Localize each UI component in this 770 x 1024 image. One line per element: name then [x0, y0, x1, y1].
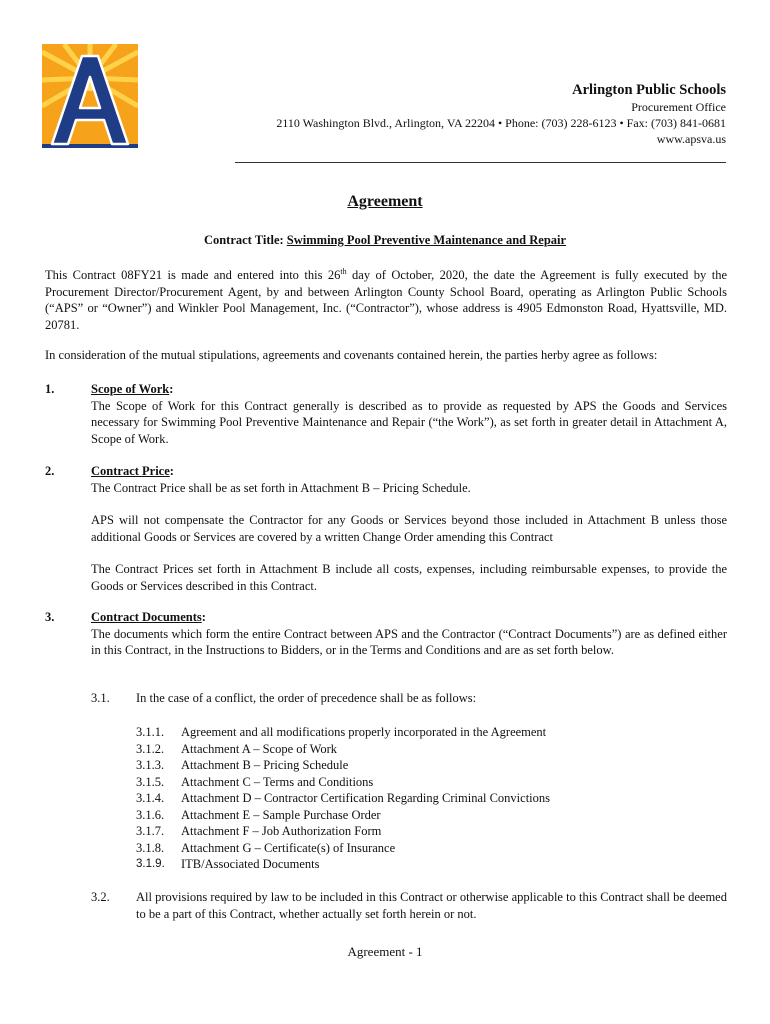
subsection-3-2 — [91, 889, 727, 922]
list-item-text: Attachment B – Pricing Schedule — [181, 758, 349, 772]
intro-superscript: th — [340, 267, 347, 276]
contract-title-label: Contract Title: — [203, 233, 287, 247]
consideration-paragraph: In consideration of the mutual stipulations, agreements and covenants contained herein, the parties herby agree as follows: — [45, 348, 658, 362]
subsection-text: In the case of a conflict, the order of precedence shall be as follows: — [136, 691, 477, 705]
intro-paragraph — [45, 264, 727, 333]
document-title: Agreement — [347, 193, 423, 210]
section-number: 3. — [45, 610, 55, 624]
list-item-text: ITB/Associated Documents — [181, 857, 320, 871]
section-contract-price: 2. Contract Price: The Contract Price shall be as set forth in Attachment B – Pricing Schedule. APS will not compensate the Contractor for any Goods or Services beyond those included in Attachment B unless those additional Goods or Services are covered by a written Change Order amending this Contract The Contract Prices set forth in Attachment B include all costs, expenses, including reimbursable expenses, to provide the Goods or Services described in this Contract. — [45, 464, 727, 593]
list-item-text: Attachment G – Certificate(s) of Insurance — [181, 840, 396, 855]
website-link[interactable]: www.apsva.us — [656, 132, 726, 146]
section-paragraph: The documents which form the entire Contract between APS and the Contractor (“Contract Documents”) are as defined either in this Contract, in the Instructions to Bidders, or in the Terms and Conditions and are as set forth below. — [91, 626, 727, 657]
letterhead-divider — [235, 162, 726, 163]
list-item-number: 3.1.9. — [136, 858, 165, 870]
list-item-number: 3.1.2. — [136, 741, 165, 756]
intro-text-a: This Contract 08FY21 is made and entered into this 26 — [45, 268, 341, 283]
list-item-number: 3.1.1. — [136, 725, 165, 739]
department-name: Procurement Office — [631, 100, 726, 114]
address-line: 2110 Washington Blvd., Arlington, VA 22204 • Phone: (703) 228-6123 • Fax: (703) 841-0681 — [276, 116, 726, 130]
list-item-number: 3.1.7. — [136, 824, 165, 838]
section-scope-of-work: 1. Scope of Work: The Scope of Work for this Contract generally is described as to provide as requested by APS the Goods and Services necessary for Swimming Pool Preventive Maintenance and Repair (“the Work”), as set forth in greater detail in Attachment A, Scope of Work. — [45, 382, 727, 446]
section-paragraph: APS will not compensate the Contractor for any Goods or Services beyond those included in Attachment B unless those additional Goods or Services are covered by a written Change Order amending this Contract — [91, 513, 727, 544]
section-paragraph: The Contract Prices set forth in Attachment B include all costs, expenses, including reimbursable expenses, to provide the Goods or Services described in this Contract. — [91, 562, 727, 593]
list-item-number: 3.1.5. — [136, 774, 165, 789]
list-item-number: 3.1.4. — [136, 791, 165, 805]
aps-logo — [42, 44, 138, 148]
organization-name: Arlington Public Schools — [572, 82, 726, 98]
section-number: 2. — [45, 464, 55, 478]
section-heading: Contract Documents — [91, 610, 202, 624]
section-heading: Scope of Work — [91, 382, 170, 396]
subsection-number: 3.2. — [91, 890, 110, 904]
list-item-text: Attachment C – Terms and Conditions — [181, 774, 374, 789]
list-item-text: Attachment E – Sample Purchase Order — [181, 807, 381, 822]
list-item-number: 3.1.6. — [136, 807, 165, 822]
page-footer: Agreement - 1 — [347, 944, 423, 959]
section-contract-documents: 3. Contract Documents: The documents which form the entire Contract between APS and the Contractor (“Contract Documents”) are as defined either in this Contract, in the Instructions to Bidders, or in the Terms and Conditions and are as set forth below. — [45, 610, 727, 657]
section-paragraph: The Scope of Work for this Contract generally is described as to provide as requested by APS the Goods and Services necessary for Swimming Pool Preventive Maintenance and Repair (“the Work”), as set forth in greater detail in Attachment A, Scope of Work. — [91, 398, 727, 446]
intro-text-b: day of October, 2020, the date the Agreement is fully executed by the Procurement Director/Procurement Agent, by and between Arlington County School Board, operating as Arlington Public Schools (“APS” or “Owner”) and Winkler Pool Management, Inc. (“Contractor”), whose address is 4905 Edmonston Road, Hyattsville, MD. 20781. — [45, 268, 727, 332]
list-item-number: 3.1.8. — [136, 840, 165, 855]
section-heading: Contract Price — [91, 464, 170, 478]
contract-title-value: Swimming Pool Preventive Maintenance and Repair — [286, 233, 567, 247]
letterhead — [276, 82, 726, 147]
list-item-text: Attachment A – Scope of Work — [181, 741, 338, 756]
list-item-text: Agreement and all modifications properly incorporated in the Agreement — [181, 725, 547, 739]
contract-title — [0, 233, 770, 248]
list-item-text: Attachment D – Contractor Certification Regarding Criminal Convictions — [181, 791, 551, 805]
list-item-text: Attachment F – Job Authorization Form — [181, 824, 382, 838]
section-paragraph: The Contract Price shall be as set forth in Attachment B – Pricing Schedule. — [91, 480, 471, 495]
subsection-3-1 — [91, 690, 727, 707]
subsection-text: All provisions required by law to be included in this Contract or otherwise applicable to this Contract shall be deemed to be a part of this Contract, whether actually set forth herein or not. — [136, 890, 727, 921]
subsection-number: 3.1. — [91, 691, 110, 705]
section-number: 1. — [45, 382, 55, 396]
list-item-number: 3.1.3. — [136, 758, 165, 772]
